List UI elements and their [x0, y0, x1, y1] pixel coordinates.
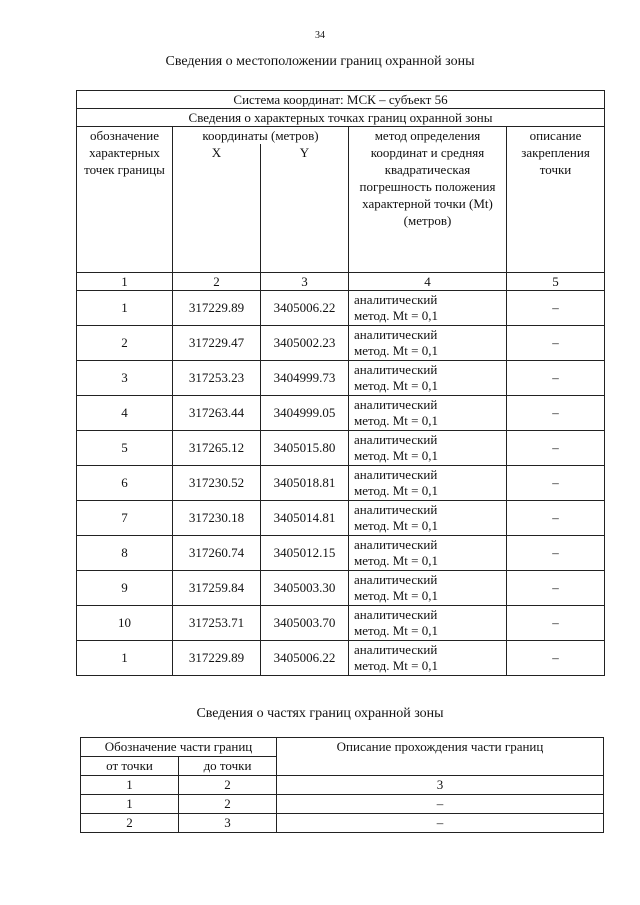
fixing-description: – — [507, 606, 605, 641]
table-row — [77, 606, 605, 641]
header-designation: обозначение характерных точек границы — [77, 127, 173, 273]
table-row — [77, 536, 605, 571]
x-coordinate: 317253.71 — [173, 606, 261, 641]
y-coordinate: 3405003.70 — [261, 606, 349, 641]
point-number: 3 — [77, 361, 173, 396]
method-cell — [349, 326, 507, 361]
method-cell — [349, 431, 507, 466]
method-cell — [349, 361, 507, 396]
column-number: 2 — [173, 273, 261, 291]
method-line: аналитический — [354, 327, 438, 342]
fixing-description: – — [507, 536, 605, 571]
x-coordinate: 317230.52 — [173, 466, 261, 501]
header-y: Y — [261, 144, 349, 272]
y-coordinate: 3404999.05 — [261, 396, 349, 431]
column-number: 4 — [349, 273, 507, 291]
table-row — [77, 466, 605, 501]
table-row — [81, 814, 604, 833]
method-accuracy: метод. Mt = 0,1 — [354, 518, 438, 533]
method-accuracy: метод. Mt = 0,1 — [354, 553, 438, 568]
x-coordinate: 317265.12 — [173, 431, 261, 466]
parts-section-title: Сведения о частях границ охранной зоны — [196, 706, 444, 721]
y-coordinate: 3405003.30 — [261, 571, 349, 606]
points-caption: Сведения о характерных точках границ охранной зоны — [77, 109, 605, 127]
point-number: 1 — [77, 641, 173, 676]
point-number: 1 — [77, 291, 173, 326]
table-row — [77, 361, 605, 396]
table-row — [77, 326, 605, 361]
coord-system-caption: Система координат: МСК – субъект 56 — [77, 91, 605, 109]
y-coordinate: 3404999.73 — [261, 361, 349, 396]
method-line: аналитический — [354, 397, 438, 412]
fixing-description: – — [507, 571, 605, 606]
page-number: 34 — [315, 30, 325, 41]
x-coordinate: 317230.18 — [173, 501, 261, 536]
point-number: 2 — [77, 326, 173, 361]
point-number: 4 — [77, 396, 173, 431]
x-coordinate: 317263.44 — [173, 396, 261, 431]
method-line: аналитический — [354, 292, 438, 307]
method-accuracy: метод. Mt = 0,1 — [354, 343, 438, 358]
method-cell — [349, 571, 507, 606]
fixing-description: – — [507, 291, 605, 326]
column-number: 5 — [507, 273, 605, 291]
y-coordinate: 3405015.80 — [261, 431, 349, 466]
point-number: 7 — [77, 501, 173, 536]
x-coordinate: 317229.89 — [173, 291, 261, 326]
header-to-point: до точки — [179, 757, 277, 776]
method-cell — [349, 291, 507, 326]
table-row — [77, 431, 605, 466]
header-method: метод определения координат и средняя квадратическая погрешность положения характерной точки (Mt) (метров) — [349, 127, 507, 273]
method-accuracy: метод. Mt = 0,1 — [354, 413, 438, 428]
y-coordinate: 3405006.22 — [261, 291, 349, 326]
y-coordinate: 3405014.81 — [261, 501, 349, 536]
method-accuracy: метод. Mt = 0,1 — [354, 448, 438, 463]
method-cell — [349, 466, 507, 501]
x-coordinate: 317259.84 — [173, 571, 261, 606]
table-row — [77, 571, 605, 606]
boundary-parts-table — [80, 737, 604, 833]
from-point: 1 — [81, 795, 179, 814]
header-part-designation: Обозначение части границ — [81, 738, 277, 757]
header-from-point: от точки — [81, 757, 179, 776]
table-row — [77, 501, 605, 536]
boundary-points-table — [76, 90, 605, 676]
table-row — [77, 641, 605, 676]
fixing-description: – — [507, 641, 605, 676]
x-coordinate: 317229.47 — [173, 326, 261, 361]
method-cell — [349, 396, 507, 431]
section-title: Сведения о местоположении границ охранной зоны — [165, 54, 475, 69]
method-cell — [349, 501, 507, 536]
y-coordinate: 3405012.15 — [261, 536, 349, 571]
method-line: аналитический — [354, 537, 438, 552]
method-accuracy: метод. Mt = 0,1 — [354, 378, 438, 393]
table-row — [77, 396, 605, 431]
fixing-description: – — [507, 396, 605, 431]
method-line: аналитический — [354, 432, 438, 447]
table-row — [81, 795, 604, 814]
method-line: аналитический — [354, 502, 438, 517]
header-coords: координаты (метров) — [173, 127, 349, 145]
point-number: 9 — [77, 571, 173, 606]
x-coordinate: 317253.23 — [173, 361, 261, 396]
point-number: 6 — [77, 466, 173, 501]
method-accuracy: метод. Mt = 0,1 — [354, 623, 438, 638]
method-line: аналитический — [354, 467, 438, 482]
x-coordinate: 317260.74 — [173, 536, 261, 571]
column-number: 1 — [81, 776, 179, 795]
method-accuracy: метод. Mt = 0,1 — [354, 658, 438, 673]
method-line: аналитический — [354, 572, 438, 587]
column-number: 3 — [261, 273, 349, 291]
method-accuracy: метод. Mt = 0,1 — [354, 308, 438, 323]
fixing-description: – — [507, 431, 605, 466]
from-point: 2 — [81, 814, 179, 833]
point-number: 5 — [77, 431, 173, 466]
to-point: 2 — [179, 795, 277, 814]
method-line: аналитический — [354, 642, 438, 657]
point-number: 8 — [77, 536, 173, 571]
column-number: 3 — [277, 776, 604, 795]
column-number: 2 — [179, 776, 277, 795]
method-line: аналитический — [354, 607, 438, 622]
point-number: 10 — [77, 606, 173, 641]
fixing-description: – — [507, 326, 605, 361]
method-cell — [349, 536, 507, 571]
header-x: X — [173, 144, 261, 272]
method-accuracy: метод. Mt = 0,1 — [354, 588, 438, 603]
fixing-description: – — [507, 501, 605, 536]
method-cell — [349, 606, 507, 641]
part-description: – — [277, 795, 604, 814]
header-fixing: описание закрепления точки — [507, 127, 605, 273]
method-line: аналитический — [354, 362, 438, 377]
method-accuracy: метод. Mt = 0,1 — [354, 483, 438, 498]
table-row — [77, 291, 605, 326]
fixing-description: – — [507, 361, 605, 396]
y-coordinate: 3405002.23 — [261, 326, 349, 361]
method-cell — [349, 641, 507, 676]
part-description: – — [277, 814, 604, 833]
to-point: 3 — [179, 814, 277, 833]
x-coordinate: 317229.89 — [173, 641, 261, 676]
y-coordinate: 3405006.22 — [261, 641, 349, 676]
column-number: 1 — [77, 273, 173, 291]
fixing-description: – — [507, 466, 605, 501]
y-coordinate: 3405018.81 — [261, 466, 349, 501]
header-description: Описание прохождения части границ — [277, 738, 604, 776]
